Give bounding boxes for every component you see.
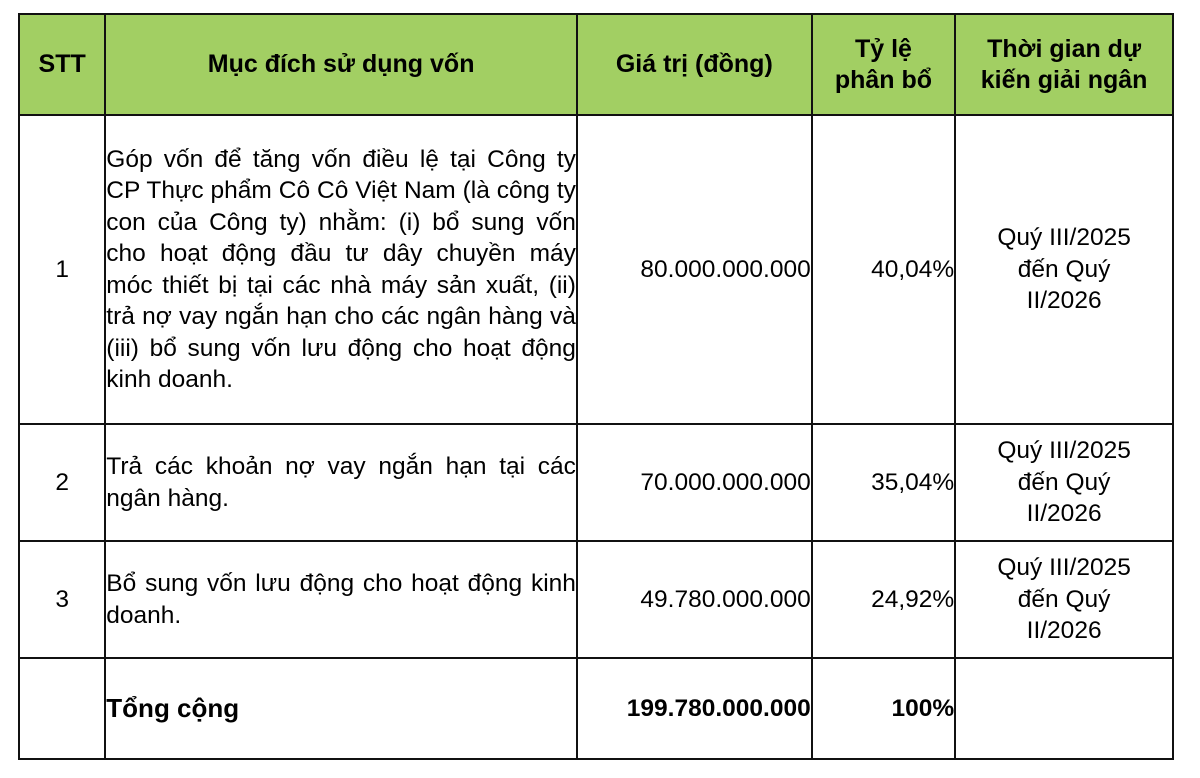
- total-label: Tổng cộng: [105, 658, 577, 759]
- total-row: [19, 658, 1173, 759]
- cell-stt: 1: [19, 115, 105, 424]
- cell-value: 80.000.000.000: [577, 115, 812, 424]
- header-ratio-text: Tỷ lệ phân bổ: [834, 34, 933, 94]
- header-time-text: Thời gian dự kiến giải ngân: [980, 34, 1148, 94]
- header-ratio: [812, 14, 955, 115]
- table-row: [19, 424, 1173, 541]
- cell-purpose: Bổ sung vốn lưu động cho hoạt động kinh doanh.: [105, 541, 577, 658]
- cell-time-text: Quý III/2025 đến Quý II/2026: [997, 437, 1131, 528]
- cell-time: [955, 115, 1173, 424]
- total-value: 199.780.000.000: [577, 658, 812, 759]
- total-ratio: 100%: [812, 658, 955, 759]
- cell-purpose: Góp vốn để tăng vốn điều lệ tại Công ty CP Thực phẩm Cô Cô Việt Nam (là công ty con của Công ty) nhằm: (i) bổ sung vốn cho hoạt động đầu tư dây chuyền máy móc thiết bị tại các nhà máy sản xuất, (ii) trả nợ vay ngắn hạn cho các ngân hàng và (iii) bổ sung vốn lưu động cho hoạt động kinh doanh.: [105, 115, 577, 424]
- cell-value: 49.780.000.000: [577, 541, 812, 658]
- total-time: [955, 658, 1173, 759]
- header-purpose: Mục đích sử dụng vốn: [105, 14, 577, 115]
- cell-stt: 3: [19, 541, 105, 658]
- capital-use-table: [18, 13, 1174, 760]
- cell-time: [955, 541, 1173, 658]
- table-row: [19, 541, 1173, 658]
- cell-value: 70.000.000.000: [577, 424, 812, 541]
- header-value: Giá trị (đồng): [577, 14, 812, 115]
- cell-ratio: 35,04%: [812, 424, 955, 541]
- cell-time: [955, 424, 1173, 541]
- header-time: [955, 14, 1173, 115]
- cell-time-text: Quý III/2025 đến Quý II/2026: [997, 224, 1131, 315]
- total-stt: [19, 658, 105, 759]
- cell-ratio: 24,92%: [812, 541, 955, 658]
- cell-purpose: Trả các khoản nợ vay ngắn hạn tại các ngân hàng.: [105, 424, 577, 541]
- table-row: [19, 115, 1173, 424]
- cell-ratio: 40,04%: [812, 115, 955, 424]
- cell-time-text: Quý III/2025 đến Quý II/2026: [997, 554, 1131, 645]
- header-row: [19, 14, 1173, 115]
- cell-stt: 2: [19, 424, 105, 541]
- header-stt: STT: [19, 14, 105, 115]
